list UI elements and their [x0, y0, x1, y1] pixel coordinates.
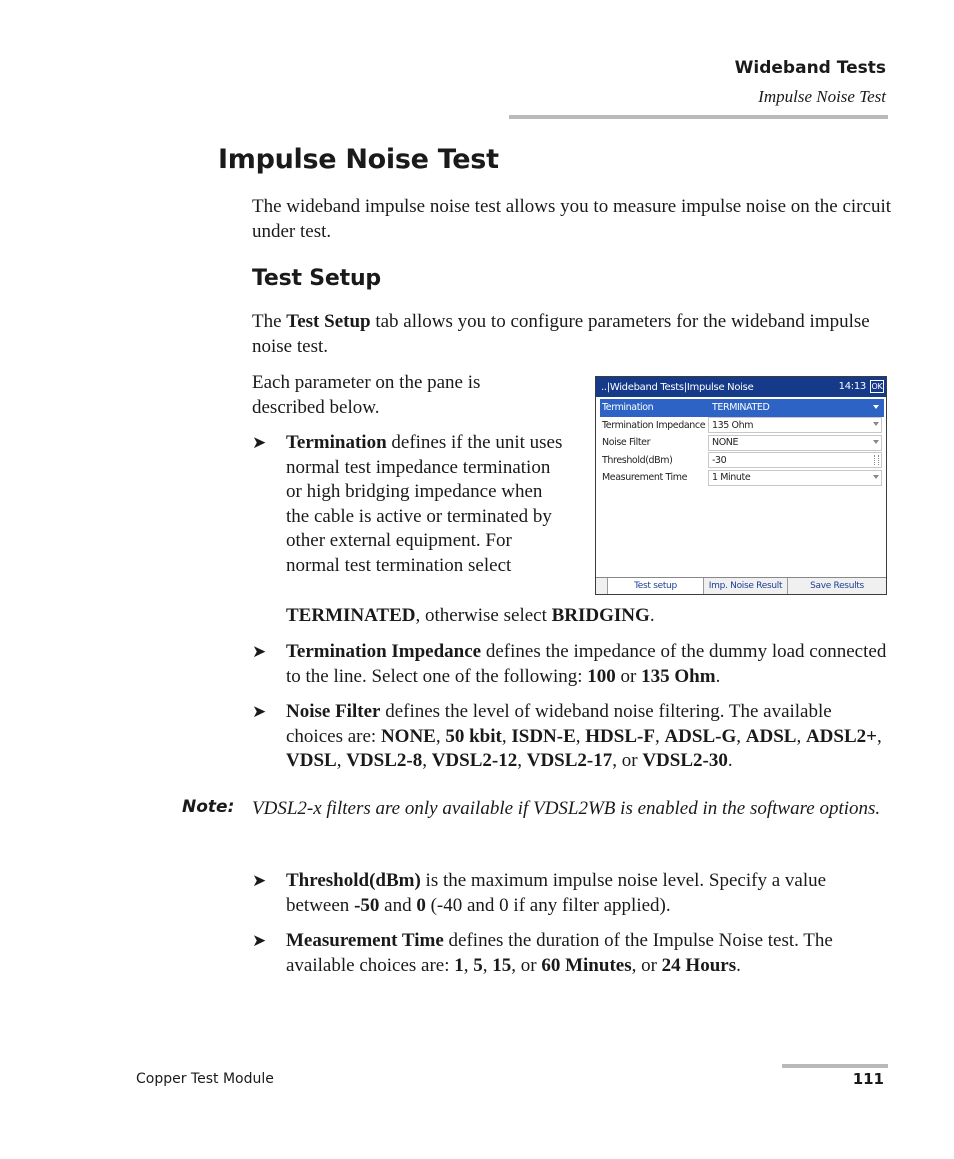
setting-row-measurement-time[interactable] [600, 469, 884, 487]
bullet-arrow-icon: ➤ [252, 702, 267, 721]
setup-text-bold: Test Setup [286, 311, 371, 332]
sep: , [575, 725, 586, 747]
desc-noise-filter: defines the level of wideband noise filtering. The available choices are: [286, 701, 832, 747]
desc-threshold: is the maximum impulse noise level. Specify a value between [286, 870, 827, 916]
chevron-down-icon [873, 422, 879, 426]
sep: , [876, 725, 882, 747]
choice-24-hours: 24 Hours [661, 954, 737, 976]
bullet-arrow-icon: ➤ [252, 871, 267, 890]
setting-row-termination[interactable] [600, 399, 884, 417]
sep: , [501, 725, 512, 747]
sep: , [422, 750, 432, 771]
setting-label: Measurement Time [602, 472, 688, 484]
header-rule [509, 115, 888, 119]
choice-vdsl2-17: VDSL2-17 [526, 750, 613, 771]
ok-icon[interactable]: OK [871, 382, 883, 391]
choice-50kbit: 50 kbit [445, 725, 502, 747]
setup-text-post: tab allows you to configure parameters for the wideband impulse noise test. [252, 311, 870, 357]
choice-vdsl2-30: VDSL2-30 [642, 750, 728, 771]
text-period: . [649, 605, 655, 626]
choice-none: NONE [380, 725, 436, 747]
bullet-termination-impedance [252, 640, 892, 689]
choice-adsl2plus: ADSL2+ [805, 725, 877, 747]
text-period: . [727, 750, 733, 771]
text-otherwise: , otherwise select [415, 605, 552, 626]
text-period: . [736, 954, 741, 976]
sep: , [435, 725, 446, 747]
bullet-noise-filter [252, 700, 892, 774]
setting-label: Noise Filter [602, 437, 651, 449]
setup-text-pre: The [252, 311, 287, 332]
text-or: , or [612, 750, 643, 771]
text-period: . [715, 665, 721, 687]
sep: , [654, 725, 665, 747]
screenshot-title-bar [596, 377, 886, 397]
value-0: 0 [416, 894, 426, 916]
each-parameter-paragraph: Each parameter on the pane is described below. [252, 372, 481, 418]
section-title: Test Setup [252, 266, 381, 291]
term-noise-filter: Noise Filter [286, 701, 381, 722]
choice-1: 1 [454, 954, 464, 976]
setting-row-termination-impedance[interactable] [600, 417, 884, 435]
setting-value: -30 [712, 454, 727, 466]
tab-imp-noise-result[interactable]: Imp. Noise Result [704, 578, 788, 594]
chevron-down-icon [873, 405, 879, 409]
value-terminated: TERMINATED [286, 605, 416, 626]
text-range-note: (-40 and 0 if any filter applied). [425, 894, 671, 916]
bullet-arrow-icon: ➤ [252, 642, 267, 661]
setting-dropdown-impedance[interactable] [708, 417, 882, 433]
setting-dropdown-noise-filter[interactable] [708, 435, 882, 451]
sep: , [336, 750, 347, 771]
bullet-arrow-icon: ➤ [252, 931, 267, 950]
setting-value: TERMINATED [712, 402, 770, 414]
choice-hdsl-f: HDSL-F [585, 725, 655, 747]
term-threshold: Threshold(dBm) [286, 870, 421, 891]
tab-spacer [596, 578, 608, 594]
sep: , [796, 725, 806, 747]
value-minus-50: -50 [354, 894, 380, 916]
bullet-arrow-icon: ➤ [252, 433, 267, 452]
page-number: 111 [852, 1070, 884, 1088]
setting-value: NONE [712, 437, 739, 449]
running-header-chapter: Wideband Tests [734, 58, 886, 78]
setup-paragraph [252, 310, 892, 359]
sep: , [517, 750, 527, 771]
screenshot-clock: 14:13 [838, 381, 866, 392]
value-135-ohm: 135 Ohm [641, 665, 716, 687]
footer-document-title: Copper Test Module [136, 1071, 274, 1087]
setting-dropdown-measurement-time[interactable] [708, 470, 882, 486]
tab-save-results[interactable]: Save Results [810, 581, 864, 591]
desc-termination: defines if the unit uses normal test impedance termination or high bridging impedance when the cable is active or terminated by other external equipment. For normal test termination select [286, 432, 563, 576]
bullet-threshold [252, 869, 892, 918]
value-100: 100 [587, 665, 616, 687]
setting-value: 1 Minute [712, 472, 751, 484]
setting-dropdown-termination[interactable] [708, 400, 882, 416]
choice-vdsl2-12: VDSL2-12 [431, 750, 518, 771]
tab-test-setup[interactable]: Test setup [608, 578, 704, 594]
desc-measurement-time: defines the duration of the Impulse Noise test. The available choices are: [286, 930, 833, 976]
sep: , [482, 954, 493, 976]
screenshot-tab-bar [596, 577, 886, 594]
note-text: VDSL2-x filters are only available if VDSL2WB is enabled in the software options. [252, 798, 881, 819]
running-header-section: Impulse Noise Test [758, 87, 886, 106]
choice-5: 5 [473, 954, 483, 976]
choice-60-minutes: 60 Minutes [541, 954, 632, 976]
footer-rule [782, 1064, 888, 1068]
bullet-termination-tail [286, 604, 655, 629]
desc-impedance: defines the impedance of the dummy load connected to the line. Select one of the following: [286, 641, 887, 687]
setting-row-noise-filter[interactable] [600, 434, 884, 452]
chevron-down-icon [873, 440, 879, 444]
choice-adsl: ADSL [745, 725, 797, 747]
setting-label: Threshold(dBm) [602, 454, 673, 466]
setting-label: Termination [602, 402, 654, 414]
screenshot-breadcrumb: ..|Wideband Tests|Impulse Noise [601, 381, 754, 393]
setting-label: Termination Impedance [602, 419, 706, 431]
sep: , [463, 954, 474, 976]
term-impedance: Termination Impedance [286, 641, 482, 662]
text-or: , or [511, 954, 542, 976]
setting-value: 135 Ohm [712, 419, 754, 431]
choice-isdn-e: ISDN-E [511, 725, 576, 747]
setting-row-threshold[interactable] [600, 452, 884, 470]
bullet-measurement-time [252, 929, 892, 978]
note-label: Note: [182, 797, 235, 817]
text-or: , or [631, 954, 662, 976]
setting-input-threshold[interactable] [708, 452, 882, 468]
choice-vdsl: VDSL [286, 750, 337, 771]
keypad-icon[interactable] [874, 455, 879, 465]
intro-paragraph: The wideband impulse noise test allows you to measure impulse noise on the circuit under test. [252, 196, 892, 242]
text-and: and [379, 894, 417, 916]
page-title: Impulse Noise Test [218, 144, 499, 175]
value-bridging: BRIDGING [551, 605, 650, 626]
choice-15: 15 [492, 954, 512, 976]
term-termination: Termination [286, 432, 387, 453]
choice-adsl-g: ADSL-G [664, 725, 737, 747]
sep: , [736, 725, 746, 747]
chevron-down-icon [873, 475, 879, 479]
text-or: or [615, 665, 642, 687]
term-measurement-time: Measurement Time [286, 930, 444, 951]
device-screenshot [595, 376, 887, 595]
choice-vdsl2-8: VDSL2-8 [346, 750, 423, 771]
settings-list [596, 397, 886, 487]
